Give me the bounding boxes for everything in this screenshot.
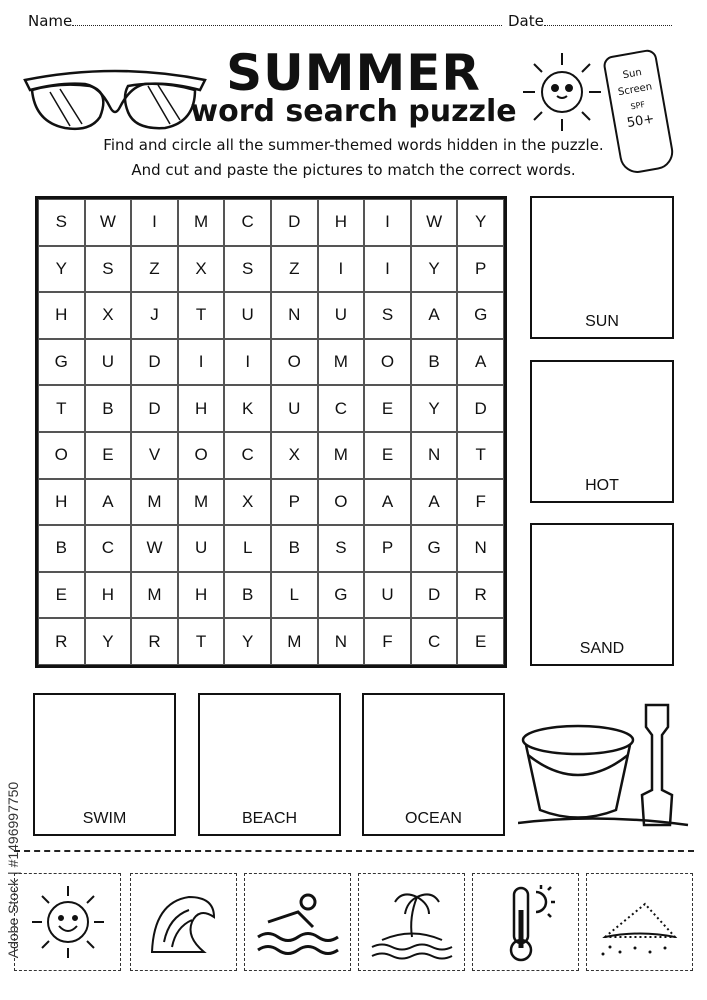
grid-cell[interactable]: W	[85, 199, 132, 246]
grid-cell[interactable]: P	[364, 525, 411, 572]
word-label: HOT	[585, 477, 619, 494]
grid-cell[interactable]: E	[457, 618, 504, 665]
grid-cell[interactable]: N	[271, 292, 318, 339]
instruction-line: Find and circle all the summer-themed words hidden in the puzzle.	[103, 136, 604, 154]
thermometer-icon	[486, 880, 566, 965]
grid-cell[interactable]: G	[457, 292, 504, 339]
bucket-and-shovel-icon	[518, 695, 693, 835]
grid-cell[interactable]: I	[178, 339, 225, 386]
grid-cell[interactable]: O	[318, 479, 365, 526]
grid-cell[interactable]: Y	[224, 618, 271, 665]
grid-cell[interactable]: U	[364, 572, 411, 619]
grid-cell[interactable]: H	[38, 292, 85, 339]
grid-cell[interactable]: O	[38, 432, 85, 479]
paste-box-ocean[interactable]	[362, 693, 505, 836]
grid-cell[interactable]: Y	[85, 618, 132, 665]
sun-icon	[28, 882, 108, 962]
grid-cell[interactable]: S	[224, 246, 271, 293]
sunscreen-text: 50+	[625, 111, 656, 132]
grid-cell[interactable]: D	[457, 385, 504, 432]
word-label: SUN	[585, 313, 619, 330]
grid-cell[interactable]: S	[38, 199, 85, 246]
cutout-thermometer[interactable]	[472, 873, 579, 971]
grid-cell[interactable]: G	[38, 339, 85, 386]
grid-cell[interactable]: F	[364, 618, 411, 665]
grid-cell[interactable]: E	[364, 432, 411, 479]
grid-cell[interactable]: Z	[271, 246, 318, 293]
grid-cell[interactable]: C	[224, 432, 271, 479]
grid-cell[interactable]: U	[85, 339, 132, 386]
grid-cell[interactable]: B	[411, 339, 458, 386]
grid-cell[interactable]: N	[411, 432, 458, 479]
grid-cell[interactable]: A	[411, 292, 458, 339]
grid-cell[interactable]: X	[271, 432, 318, 479]
grid-cell[interactable]: P	[271, 479, 318, 526]
date-label: Date	[508, 12, 544, 30]
sand-pile-icon	[595, 882, 685, 962]
grid-cell[interactable]: H	[178, 572, 225, 619]
word-label: BEACH	[241, 810, 298, 827]
grid-cell[interactable]: C	[224, 199, 271, 246]
grid-cell[interactable]: I	[224, 339, 271, 386]
word-label: SAND	[579, 640, 625, 657]
smiling-sun-icon	[520, 50, 605, 135]
cutout-island[interactable]	[358, 873, 465, 971]
grid-cell[interactable]: W	[411, 199, 458, 246]
wave-icon	[144, 882, 224, 962]
grid-cell[interactable]: R	[131, 618, 178, 665]
cutout-wave[interactable]	[130, 873, 237, 971]
grid-cell[interactable]: I	[364, 199, 411, 246]
grid-cell[interactable]: U	[271, 385, 318, 432]
name-label: Name	[28, 12, 73, 30]
grid-cell[interactable]: B	[271, 525, 318, 572]
grid-cell[interactable]: J	[131, 292, 178, 339]
grid-cell[interactable]: X	[178, 246, 225, 293]
grid-cell[interactable]: Y	[411, 385, 458, 432]
grid-cell[interactable]: N	[318, 618, 365, 665]
grid-cell[interactable]: T	[178, 292, 225, 339]
sunscreen-text: Sun	[621, 67, 643, 82]
swimmer-icon	[253, 882, 343, 962]
cutout-sand-pile[interactable]	[586, 873, 693, 971]
grid-cell[interactable]: D	[411, 572, 458, 619]
grid-cell[interactable]: V	[131, 432, 178, 479]
grid-cell[interactable]: H	[318, 199, 365, 246]
grid-cell[interactable]: Y	[38, 246, 85, 293]
grid-cell[interactable]: I	[364, 246, 411, 293]
grid-cell[interactable]: E	[38, 572, 85, 619]
grid-cell[interactable]: M	[318, 339, 365, 386]
grid-cell[interactable]: B	[85, 385, 132, 432]
sunscreen-text: SPF	[629, 99, 646, 112]
grid-cell[interactable]: T	[457, 432, 504, 479]
grid-cell[interactable]: D	[131, 385, 178, 432]
grid-cell[interactable]: H	[38, 479, 85, 526]
cutout-swimmer[interactable]	[244, 873, 351, 971]
paste-box-sand[interactable]	[530, 523, 674, 666]
grid-cell[interactable]: M	[178, 479, 225, 526]
grid-cell[interactable]: X	[85, 292, 132, 339]
grid-cell[interactable]: T	[178, 618, 225, 665]
grid-cell[interactable]: U	[318, 292, 365, 339]
grid-cell[interactable]: W	[131, 525, 178, 572]
grid-cell[interactable]: S	[364, 292, 411, 339]
paste-box-beach[interactable]	[198, 693, 341, 836]
date-field[interactable]	[508, 12, 672, 30]
grid-cell[interactable]: F	[457, 479, 504, 526]
island-icon	[367, 882, 457, 962]
grid-cell[interactable]: G	[318, 572, 365, 619]
grid-cell[interactable]: C	[318, 385, 365, 432]
grid-cell[interactable]: O	[364, 339, 411, 386]
grid-cell[interactable]: K	[224, 385, 271, 432]
grid-cell[interactable]: P	[457, 246, 504, 293]
grid-cell[interactable]: G	[411, 525, 458, 572]
grid-cell[interactable]: N	[457, 525, 504, 572]
grid-cell[interactable]: L	[271, 572, 318, 619]
grid-cell[interactable]: O	[271, 339, 318, 386]
grid-cell[interactable]: R	[38, 618, 85, 665]
grid-cell[interactable]: M	[131, 479, 178, 526]
paste-box-hot[interactable]	[530, 360, 674, 503]
grid-cell[interactable]: E	[364, 385, 411, 432]
grid-cell[interactable]: M	[178, 199, 225, 246]
page-title: SUMMER	[226, 44, 481, 102]
grid-cell[interactable]: B	[224, 572, 271, 619]
word-label: SWIM	[82, 810, 127, 827]
grid-cell[interactable]: M	[271, 618, 318, 665]
page-subtitle: word search puzzle	[190, 94, 517, 129]
grid-cell[interactable]: S	[85, 246, 132, 293]
grid-cell[interactable]: R	[457, 572, 504, 619]
grid-cell[interactable]: D	[131, 339, 178, 386]
paste-box-swim[interactable]	[33, 693, 176, 836]
grid-cell[interactable]: L	[224, 525, 271, 572]
grid-cell[interactable]: Z	[131, 246, 178, 293]
sunscreen-text: Screen	[617, 81, 653, 99]
grid-cell[interactable]: I	[318, 246, 365, 293]
name-field[interactable]	[28, 12, 502, 30]
word-search-grid	[35, 196, 507, 668]
grid-cell[interactable]: S	[318, 525, 365, 572]
grid-cell[interactable]: B	[38, 525, 85, 572]
grid-cell[interactable]: U	[224, 292, 271, 339]
cut-line	[14, 850, 694, 852]
grid-cell[interactable]: Y	[411, 246, 458, 293]
grid-cell[interactable]: X	[224, 479, 271, 526]
word-label: OCEAN	[405, 810, 462, 827]
grid-cell[interactable]: E	[85, 432, 132, 479]
grid-cell[interactable]: C	[85, 525, 132, 572]
grid-cell[interactable]: M	[131, 572, 178, 619]
stock-id-text: Adobe Stock | #1496997750	[5, 781, 21, 959]
grid-cell[interactable]: A	[85, 479, 132, 526]
grid-cell[interactable]: I	[131, 199, 178, 246]
paste-box-sun[interactable]	[530, 196, 674, 339]
cutout-sun[interactable]	[14, 873, 121, 971]
grid-cell[interactable]: Y	[457, 199, 504, 246]
grid-cell[interactable]: A	[364, 479, 411, 526]
grid-cell[interactable]: M	[318, 432, 365, 479]
grid-cell[interactable]: D	[271, 199, 318, 246]
grid-cell[interactable]: T	[38, 385, 85, 432]
grid-cell[interactable]: A	[457, 339, 504, 386]
grid-cell[interactable]: U	[178, 525, 225, 572]
grid-cell[interactable]: C	[411, 618, 458, 665]
grid-cell[interactable]: A	[411, 479, 458, 526]
grid-cell[interactable]: O	[178, 432, 225, 479]
grid-cell[interactable]: H	[178, 385, 225, 432]
instruction-line: And cut and paste the pictures to match the correct words.	[131, 161, 576, 179]
grid-cell[interactable]: H	[85, 572, 132, 619]
